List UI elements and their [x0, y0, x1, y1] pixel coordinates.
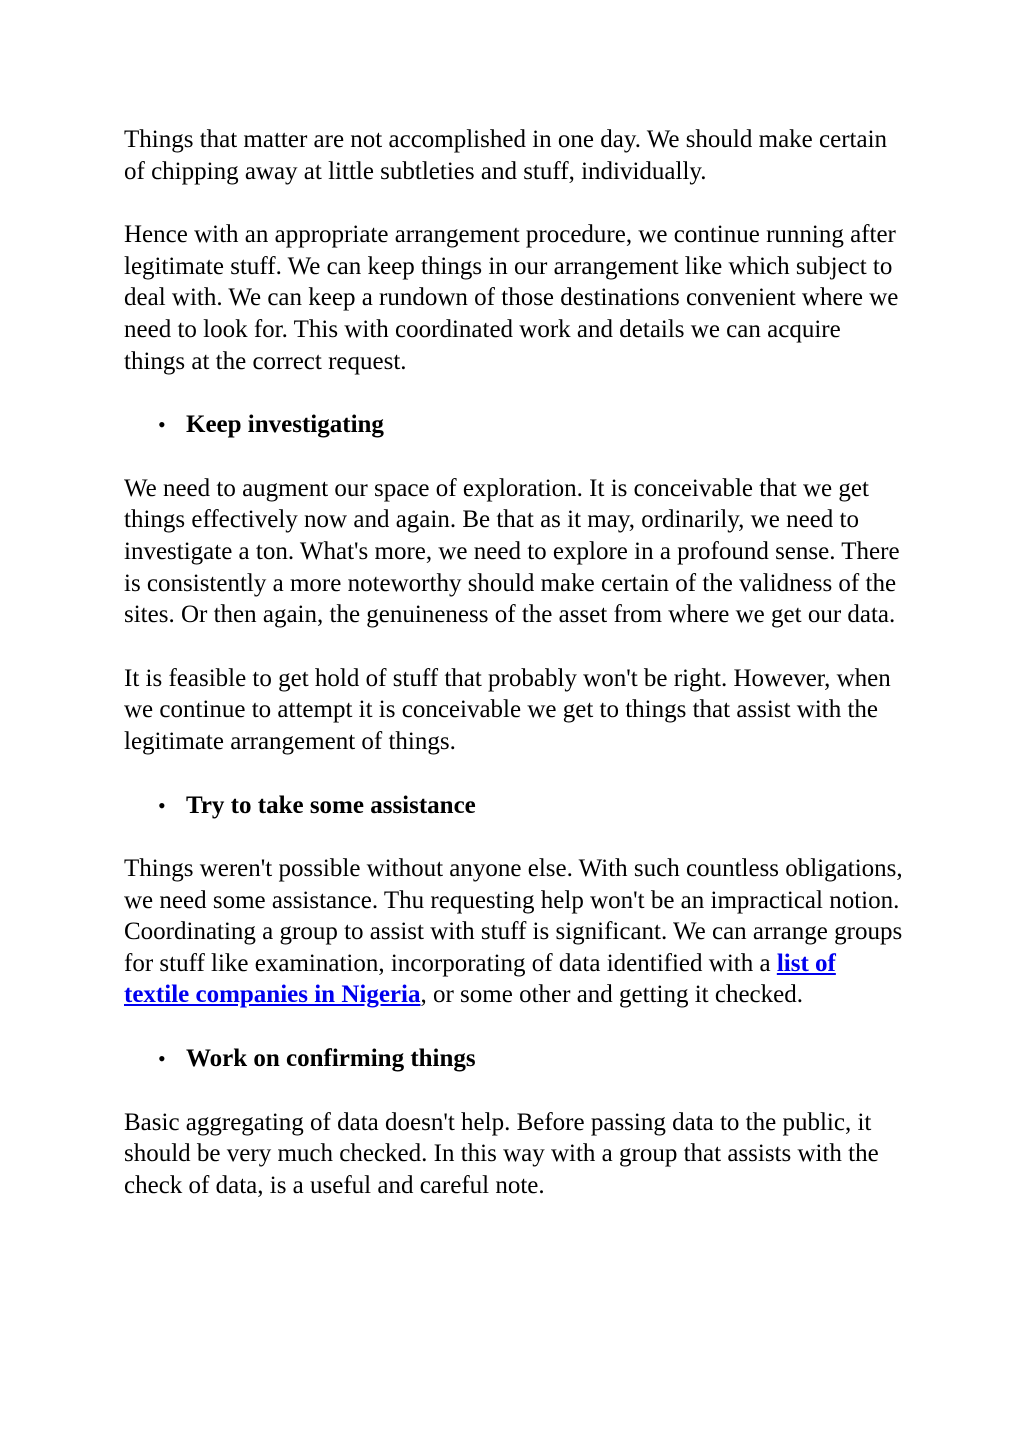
heading-keep-investigating-label: Keep investigating — [186, 411, 384, 439]
paragraph-feasible: It is feasible to get hold of stuff that probably won't be right. However, when we continue to attempt it is conceivable we get to things that assist with the legitimate arrangement of things. — [124, 664, 891, 755]
heading-confirming-things-label: Work on confirming things — [186, 1045, 476, 1073]
paragraph-exploration: We need to augment our space of exploration. It is conceivable that we get things effectively now and again. Be that as it may, ordinarily, we need to investigate a ton. What's more, we need to explore in a profound sense. There is consistently a more noteworthy should make certain of the validness of the sites. Or then again, the genuineness of the asset from where we get our data. — [124, 474, 900, 629]
heading-confirming-things — [124, 1043, 904, 1075]
heading-keep-investigating — [124, 409, 904, 441]
heading-take-assistance — [124, 790, 904, 822]
bullet-icon: • — [158, 792, 166, 818]
heading-take-assistance-label: Try to take some assistance — [186, 791, 476, 819]
paragraph-arrangement: Hence with an appropriate arrangement procedure, we continue running after legitimate stuff. We can keep things in our arrangement like which subject to deal with. We can keep a rundown of those destinations convenient where we need to look for. This with coordinated work and details we can acquire things at the correct request. — [124, 221, 899, 375]
paragraph-assistance-text-before: Things weren't possible without anyone else. With such countless obligations, we need some assistance. Thu requesting help won't be an impractical notion. Coordinating a group to assist with stuff is significant. We can arrange groups for stuff like examination, incorporating of data identified with a — [124, 855, 903, 977]
paragraph-assistance — [124, 853, 904, 1011]
paragraph-intro: Things that matter are not accomplished in one day. We should make certain of chipping away at little subtleties and stuff, individually. — [124, 126, 888, 185]
bullet-icon: • — [158, 412, 166, 438]
bullet-icon: • — [158, 1046, 166, 1072]
paragraph-checking: Basic aggregating of data doesn't help. Before passing data to the public, it should be very much checked. In this way with a group that assists with the check of data, is a useful and careful note. — [124, 1108, 879, 1199]
textile-companies-link[interactable]: list of textile companies in Nigeria — [124, 949, 836, 1009]
paragraph-assistance-text-after: , or some other and getting it checked. — [420, 981, 804, 1009]
document-body — [124, 124, 904, 1233]
